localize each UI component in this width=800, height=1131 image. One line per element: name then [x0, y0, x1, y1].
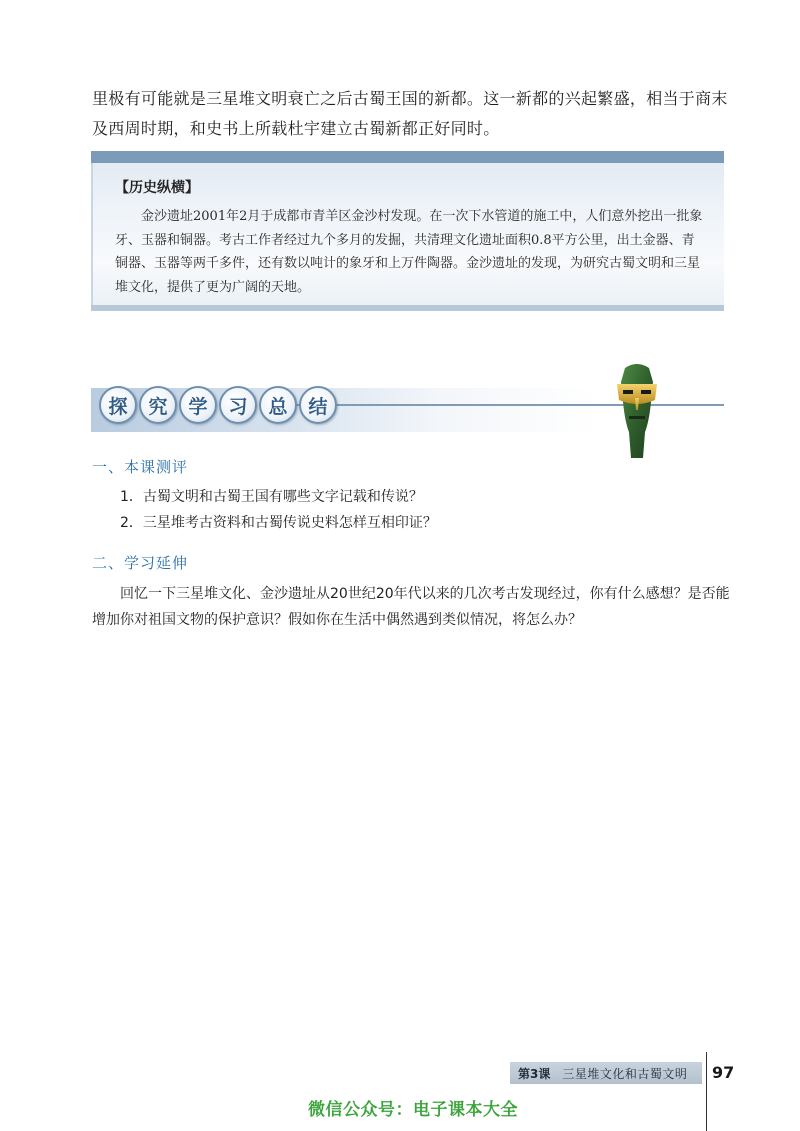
banner-char: 习	[219, 386, 257, 424]
page-number: 97	[712, 1063, 735, 1082]
history-box	[91, 151, 724, 311]
intro-paragraph	[92, 84, 732, 144]
history-box-text: 金沙遗址2001年2月于成都市青羊区金沙村发现。在一次下水管道的施工中，人们意外挖出一批象牙、玉器和铜器。考古工作者经过九个多月的发掘，共清理文化遗址面积0.8平方公里，出土金器、青铜器、玉器等两千多件，还有数以吨计的象牙和上万件陶器。金沙遗址的发现，为研究古蜀文明和三星堆文化，提供了更为广阔的天地。	[115, 209, 703, 295]
footer-lesson-label	[510, 1062, 702, 1084]
banner-char: 总	[259, 386, 297, 424]
footer-lesson-number: 第3课	[518, 1066, 551, 1081]
footer-lesson-title: 三星堆文化和古蜀文明	[562, 1066, 688, 1081]
list-item: 2．三星堆考古资料和古蜀传说史料怎样互相印证？	[120, 515, 437, 531]
banner-char: 结	[299, 386, 337, 424]
intro-line-1: 里极有可能就是三星堆文明衰亡之后古蜀王国的新都。这一新都的兴起繁盛，相当于商末	[92, 89, 728, 108]
watermark-text: 微信公众号：电子课本大全	[308, 1100, 518, 1120]
footer-divider	[706, 1052, 707, 1131]
extension-paragraph: 回忆一下三星堆文化、金沙遗址从20世纪20年代以来的几次考古发现经过，你有什么感想？是否能增加你对祖国文物的保护意识？假如你在生活中偶然遇到类似情况，将怎么办？	[92, 586, 730, 628]
banner-char: 学	[179, 386, 217, 424]
history-box-title: 【历史纵横】	[115, 180, 199, 196]
intro-line-2: 及西周时期，和史书上所载杜宇建立古蜀新都正好同时。	[92, 119, 500, 138]
bronze-mask-image	[613, 362, 661, 462]
summary-banner-title	[99, 386, 337, 424]
question-list	[120, 484, 437, 536]
section-heading-extension: 二、学习延伸	[92, 554, 189, 572]
banner-char: 究	[139, 386, 177, 424]
list-item: 1．古蜀文明和古蜀王国有哪些文字记载和传说？	[120, 489, 423, 505]
history-box-top-bar	[91, 151, 724, 163]
section-heading-assessment: 一、本课测评	[92, 458, 189, 476]
history-box-left-edge	[91, 163, 93, 305]
banner-char: 探	[99, 386, 137, 424]
history-box-bottom-bar	[91, 305, 724, 311]
